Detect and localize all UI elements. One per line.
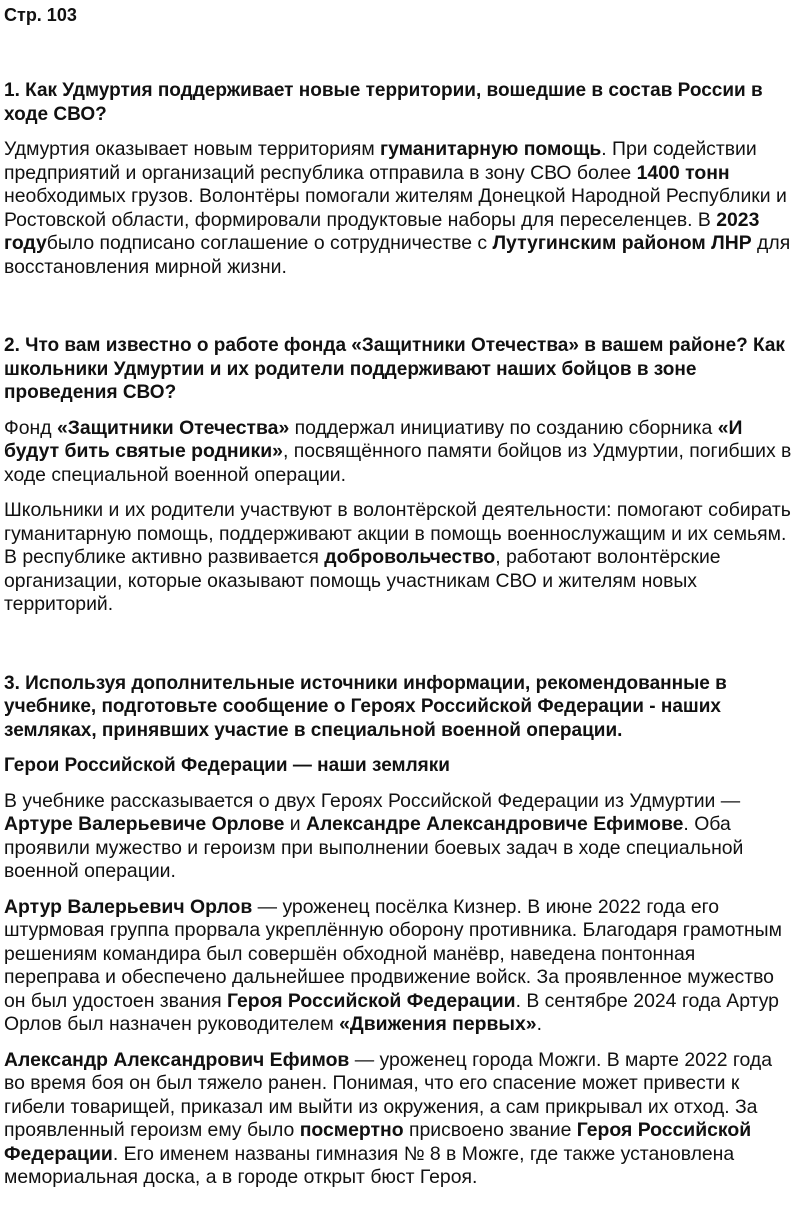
- question-2: 2. Что вам известно о работе фонда «Защитники Отечества» в вашем районе? Как школьники Удмуртии и их родители поддерживают наших бойцов в зоне проведения СВО?: [4, 335, 785, 403]
- bold-text: Александр Александрович Ефимов: [4, 1048, 350, 1071]
- answer-1-paragraph: Удмуртия оказывает новым территориям гуманитарную помощь. При содействии предприятий и организаций республика отправила в зону СВО более 1400 тонн необходимых грузов. Волонтёры помогали жителям Донецкой Народной Республики и Ростовской области, формировали продуктовые наборы для переселенцев. В 2023 годубыло подписано соглашение о сотрудничестве с Лутугинским районом ЛНР для восстановления мирной жизни.: [4, 138, 791, 278]
- answer-3-heading: Герои Российской Федерации — наши земляки: [4, 755, 450, 776]
- bold-text: гуманитарную помощь: [380, 138, 602, 160]
- bold-text: «Движения первых»: [339, 1013, 537, 1035]
- page-number: Стр. 103: [4, 5, 77, 25]
- bold-text: 2023 году: [4, 208, 760, 254]
- bold-text: Героя Российской Федерации: [226, 989, 516, 1012]
- answer-3-paragraph-1: В учебнике рассказывается о двух Героях Российской Федерации из Удмуртии — Артуре Валерьевиче Орлове и Александре Александровиче Ефимове. Оба проявили мужество и героизм при выполнении боевых задач в ходе специальной военной операции.: [4, 789, 744, 882]
- bold-text: 1400 тонн: [636, 161, 730, 184]
- bold-text: Артур Валерьевич Орлов: [4, 895, 253, 918]
- bold-text: «Защитники Отечества»: [56, 416, 290, 439]
- bold-text: посмертно: [299, 1119, 404, 1141]
- bold-text: Героя Российской Федерации: [4, 1119, 752, 1165]
- bold-text: «И будут бить святые родники»: [4, 416, 743, 462]
- answer-3-paragraph-efimov: Александр Александрович Ефимов — уроженец города Можги. В марте 2022 года во время боя он был тяжело ранен. Понимая, что его спасение может привести к гибели товарищей, приказал им выйти из окружения, а сам прикрывал их отход. За проявленный героизм ему было посмертно присвоено звание Героя Российской Федерации. Его именем названы гимназия № 8 в Можге, где также установлена мемориальная доска, а в городе открыт бюст Героя.: [4, 1048, 772, 1188]
- question-1: 1. Как Удмуртия поддерживает новые территории, вошедшие в состав России в ходе СВО?: [4, 80, 763, 125]
- bold-text: Лутугинским районом ЛНР: [492, 232, 752, 254]
- answer-2-paragraph-2: Школьники и их родители участвуют в волонтёрской деятельности: помогают собирать гуманитарную помощь, поддерживают акции в помощь военнослужащим и их семьям. В республике активно развивается добровольчество, работают волонтёрские организации, которые оказывают помощь участникам СВО и жителям новых территорий.: [4, 499, 791, 615]
- question-3: 3. Используя дополнительные источники информации, рекомендованные в учебнике, подготовьте сообщение о Героях Российской Федерации - наших земляках, принявших участие в специальной военной операции.: [4, 672, 727, 741]
- answer-2-paragraph-1: Фонд «Защитники Отечества» поддержал инициативу по созданию сборника «И будут бить святые родники», посвящённого памяти бойцов из Удмуртии, погибших в ходе специальной военной операции.: [4, 416, 792, 486]
- bold-text: добровольчество: [324, 546, 496, 568]
- answer-3-paragraph-orlov: Артур Валерьевич Орлов — уроженец посёлка Кизнер. В июне 2022 года его штурмовая группа прорвала укреплённую оборону противника. Благодаря грамотным решениям командира был совершён обходной манёвр, наведена понтонная переправа и обеспечено дальнейшее продвижение войск. За проявленное мужество он был удостоен звания Героя Российской Федерации. В сентябре 2024 года Артур Орлов был назначен руководителем «Движения первых».: [4, 895, 782, 1035]
- bold-text: Артуре Валерьевиче Орлове: [4, 813, 285, 835]
- bold-text: Александре Александровиче Ефимове: [305, 813, 684, 835]
